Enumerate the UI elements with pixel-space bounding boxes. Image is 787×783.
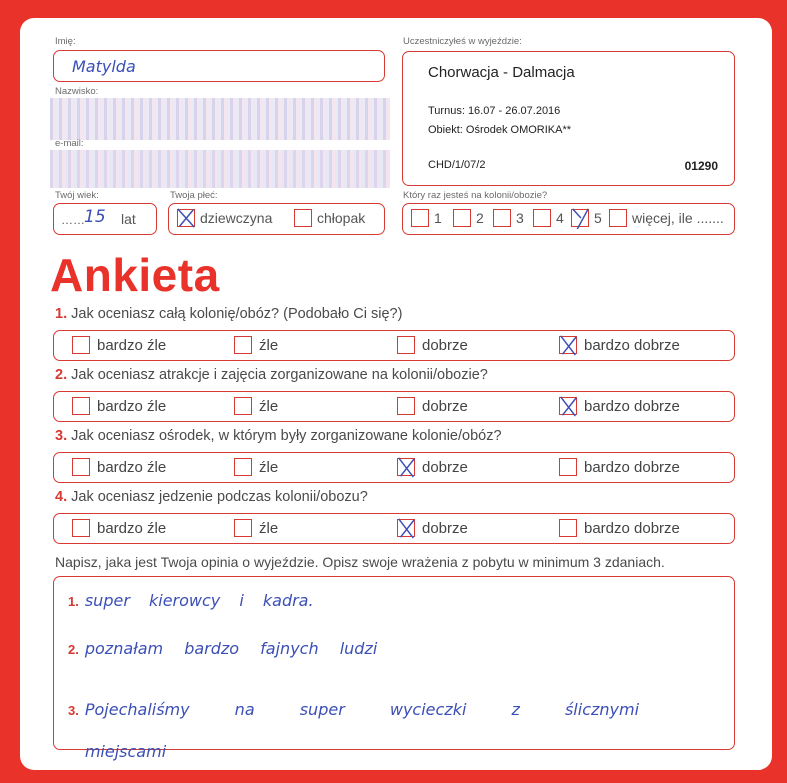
question-label: Jak oceniasz atrakcje i zajęcia zorganizowane na kolonii/obozie? xyxy=(71,367,488,383)
gender-option-boy[interactable] xyxy=(294,209,365,227)
rating-option[interactable] xyxy=(72,458,166,476)
question-1-text xyxy=(55,306,402,322)
times-option-1[interactable] xyxy=(411,209,442,227)
times-3-checkbox[interactable] xyxy=(493,209,511,227)
rating-label: bardzo źle xyxy=(97,458,167,476)
times-option-2[interactable] xyxy=(453,209,484,227)
times-4-label: 4 xyxy=(556,210,564,226)
rating-checkbox[interactable] xyxy=(559,397,577,415)
answer-1 xyxy=(68,591,314,610)
rating-label: bardzo źle xyxy=(97,336,167,354)
rating-option[interactable] xyxy=(397,336,468,354)
survey-title: Ankieta xyxy=(50,249,220,301)
question-4-options xyxy=(53,513,735,544)
gender-boy-label: chłopak xyxy=(317,210,366,226)
rating-label: źle xyxy=(259,458,279,476)
rating-checkbox[interactable] xyxy=(234,336,252,354)
times-5-label: 5 xyxy=(594,210,602,226)
gender-field xyxy=(168,203,385,235)
gender-option-girl[interactable] xyxy=(177,209,272,227)
trip-name: Chorwacja - Dalmacja xyxy=(428,64,575,81)
rating-option[interactable] xyxy=(234,397,278,415)
question-number: 2. xyxy=(55,367,68,383)
rating-option[interactable] xyxy=(234,519,278,537)
rating-checkbox[interactable] xyxy=(72,519,90,537)
answer-3-text: Pojechaliśmy na super wycieczki z ślicznymi miejscami xyxy=(84,700,640,761)
answer-1-number: 1. xyxy=(68,594,79,609)
check-mark-icon xyxy=(395,456,417,478)
first-name-field[interactable] xyxy=(53,50,385,82)
rating-option[interactable] xyxy=(234,336,278,354)
gender-girl-label: dziewczyna xyxy=(200,210,273,226)
question-number: 1. xyxy=(55,306,68,322)
question-1-options xyxy=(53,330,735,361)
question-number: 4. xyxy=(55,489,68,505)
email-redacted xyxy=(50,150,390,188)
question-4-text xyxy=(55,489,368,505)
rating-label: bardzo dobrze xyxy=(584,397,680,415)
rating-checkbox[interactable] xyxy=(234,519,252,537)
rating-checkbox[interactable] xyxy=(72,336,90,354)
rating-label: dobrze xyxy=(422,397,468,415)
trip-box xyxy=(402,51,735,186)
trip-code: CHD/1/07/2 xyxy=(428,159,486,171)
answer-2-number: 2. xyxy=(68,642,79,657)
age-field[interactable] xyxy=(53,203,157,235)
times-1-label: 1 xyxy=(434,210,442,226)
rating-label: bardzo dobrze xyxy=(584,336,680,354)
question-label: Jak oceniasz jedzenie podczas kolonii/obozu? xyxy=(71,489,368,505)
survey-sheet xyxy=(20,18,772,770)
age-dots: …… xyxy=(61,213,85,227)
gender-boy-checkbox[interactable] xyxy=(294,209,312,227)
gender-girl-checkbox[interactable] xyxy=(177,209,195,227)
question-label: Jak oceniasz ośrodek, w którym były zorganizowane kolonie/obóz? xyxy=(71,428,502,444)
rating-label: bardzo źle xyxy=(97,397,167,415)
question-3-text xyxy=(55,428,502,444)
age-unit: lat xyxy=(121,211,136,227)
answer-2-text: poznałam bardzo fajnych ludzi xyxy=(84,639,378,658)
times-option-5[interactable] xyxy=(571,209,602,227)
rating-checkbox[interactable] xyxy=(72,458,90,476)
rating-checkbox[interactable] xyxy=(559,519,577,537)
rating-option[interactable] xyxy=(72,336,166,354)
rating-option[interactable] xyxy=(559,519,680,537)
rating-option[interactable] xyxy=(397,397,468,415)
times-more-checkbox[interactable] xyxy=(609,209,627,227)
times-1-checkbox[interactable] xyxy=(411,209,429,227)
first-name-label: Imię: xyxy=(55,36,76,47)
rating-checkbox[interactable] xyxy=(397,458,415,476)
times-2-checkbox[interactable] xyxy=(453,209,471,227)
rating-checkbox[interactable] xyxy=(397,336,415,354)
trip-number: 01290 xyxy=(684,159,718,173)
answer-2 xyxy=(68,639,377,658)
trip-label: Uczestniczyłeś w wyjeździe: xyxy=(403,36,522,47)
rating-checkbox[interactable] xyxy=(234,458,252,476)
trip-obiekt: Obiekt: Ośrodek OMORIKA** xyxy=(428,124,572,136)
rating-label: dobrze xyxy=(422,458,468,476)
age-label: Twój wiek: xyxy=(55,190,99,201)
opinion-prompt: Napisz, jaka jest Twoja opinia o wyjeździe. Opisz swoje wrażenia z pobytu w minimum 3 zdaniach. xyxy=(55,554,665,570)
rating-checkbox[interactable] xyxy=(72,397,90,415)
rating-checkbox[interactable] xyxy=(397,519,415,537)
surname-redacted xyxy=(50,98,390,140)
answer-3-number: 3. xyxy=(68,703,79,718)
rating-checkbox[interactable] xyxy=(559,336,577,354)
rating-option[interactable] xyxy=(397,519,468,537)
email-label: e-mail: xyxy=(55,138,84,149)
question-2-text xyxy=(55,367,488,383)
rating-checkbox[interactable] xyxy=(559,458,577,476)
rating-option[interactable] xyxy=(559,336,680,354)
times-more-label: więcej, ile ....... xyxy=(632,210,724,226)
times-4-checkbox[interactable] xyxy=(533,209,551,227)
first-name-value: Matylda xyxy=(72,57,136,76)
opinion-field[interactable] xyxy=(53,576,735,761)
rating-label: źle xyxy=(259,397,279,415)
check-mark-icon xyxy=(175,207,197,229)
rating-option[interactable] xyxy=(72,519,166,537)
check-mark-icon xyxy=(557,395,579,417)
rating-checkbox[interactable] xyxy=(397,397,415,415)
answer-1-text: super kierowcy i kadra. xyxy=(84,591,314,610)
trip-turnus: Turnus: 16.07 - 26.07.2016 xyxy=(428,105,561,117)
rating-option[interactable] xyxy=(72,397,166,415)
age-value: 15 xyxy=(84,207,106,227)
question-label: Jak oceniasz całą kolonię/obóz? (Podobało Ci się?) xyxy=(71,306,403,322)
times-field xyxy=(402,203,735,235)
answer-3 xyxy=(68,689,718,770)
gender-label: Twoja płeć: xyxy=(170,190,218,201)
rating-option[interactable] xyxy=(559,458,680,476)
surname-label: Nazwisko: xyxy=(55,86,99,97)
rating-label: bardzo źle xyxy=(97,519,167,537)
times-option-4[interactable] xyxy=(533,209,564,227)
rating-label: dobrze xyxy=(422,336,468,354)
times-option-more[interactable] xyxy=(609,209,724,227)
question-2-options xyxy=(53,391,735,422)
check-mark-icon xyxy=(395,517,417,539)
times-5-checkbox[interactable] xyxy=(571,209,589,227)
rating-label: bardzo dobrze xyxy=(584,458,680,476)
times-option-3[interactable] xyxy=(493,209,524,227)
rating-label: źle xyxy=(259,336,279,354)
times-2-label: 2 xyxy=(476,210,484,226)
rating-label: bardzo dobrze xyxy=(584,519,680,537)
rating-checkbox[interactable] xyxy=(234,397,252,415)
rating-label: źle xyxy=(259,519,279,537)
check-mark-icon xyxy=(569,207,591,229)
times-3-label: 3 xyxy=(516,210,524,226)
rating-option[interactable] xyxy=(397,458,468,476)
rating-label: dobrze xyxy=(422,519,468,537)
check-mark-icon xyxy=(557,334,579,356)
question-number: 3. xyxy=(55,428,68,444)
times-label: Który raz jesteś na kolonii/obozie? xyxy=(403,190,548,201)
question-3-options xyxy=(53,452,735,483)
rating-option[interactable] xyxy=(559,397,680,415)
rating-option[interactable] xyxy=(234,458,278,476)
